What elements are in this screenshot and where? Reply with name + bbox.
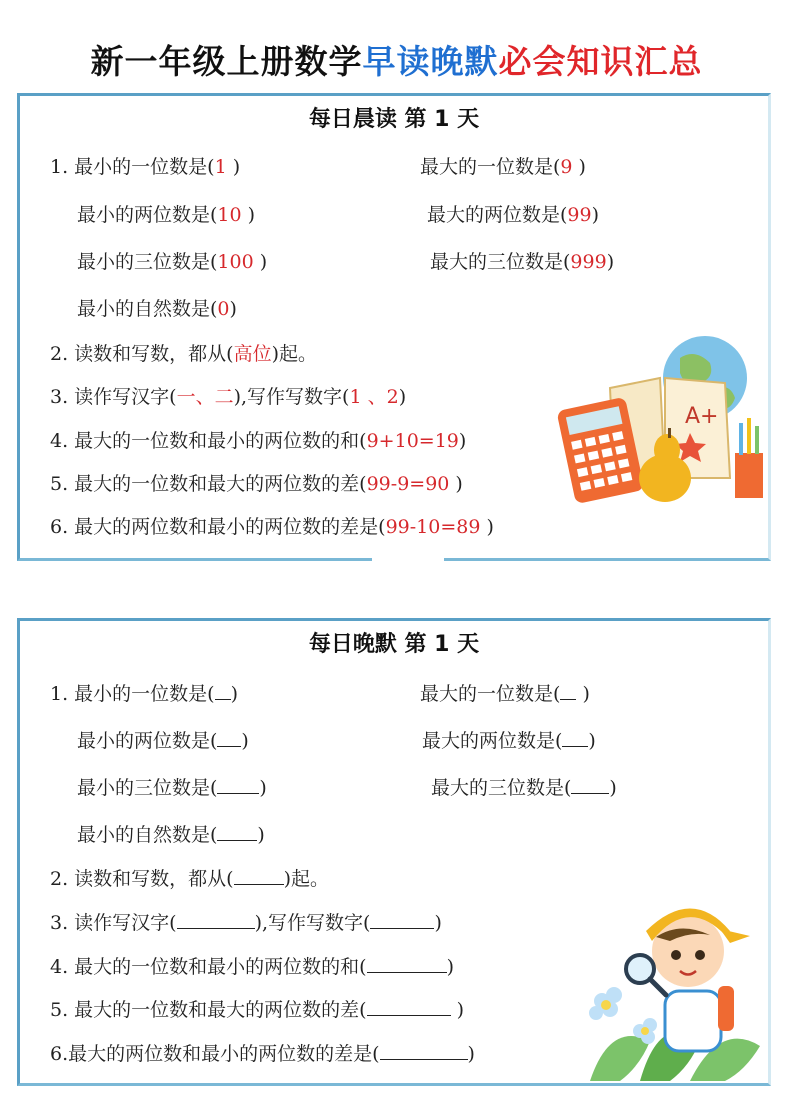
- school-supplies-illustration: [555, 328, 765, 508]
- answer-blank[interactable]: [367, 956, 447, 973]
- evening-q5: 5. 最大的一位数和最大的两位数的差( ): [50, 999, 465, 1021]
- evening-q1d: 最大的两位数是( ): [422, 730, 596, 752]
- answer-blank[interactable]: [380, 1043, 468, 1060]
- evening-q1e: 最小的三位数是( ): [77, 777, 267, 799]
- evening-q1b: 最大的一位数是( ): [420, 683, 590, 705]
- morning-q1e: 最小的三位数是(100 ): [77, 251, 268, 273]
- morning-q2: 2. 读数和写数，都从(高位)起。: [50, 343, 318, 365]
- morning-q1f: 最大的三位数是(999): [430, 251, 615, 273]
- evening-heading: 每日晚默 第 1 天: [308, 632, 480, 657]
- answer-blank[interactable]: [234, 868, 284, 885]
- answer-blank[interactable]: [177, 912, 255, 929]
- answer-blank[interactable]: [562, 730, 588, 747]
- evening-q1f: 最大的三位数是( ): [431, 777, 617, 799]
- answer-blank[interactable]: [560, 683, 576, 700]
- evening-q4: 4. 最大的一位数和最小的两位数的和( ): [50, 956, 455, 978]
- morning-reading-panel: [17, 93, 771, 561]
- morning-q1d: 最大的两位数是(99): [427, 204, 600, 226]
- answer-blank[interactable]: [217, 824, 257, 841]
- morning-q4: 4. 最大的一位数和最小的两位数的和(9+10=19): [50, 430, 467, 452]
- morning-q5: 5. 最大的一位数和最大的两位数的差(99-9=90 ): [50, 473, 463, 495]
- evening-recall-panel: [17, 618, 771, 1086]
- evening-q1c: 最小的两位数是( ): [77, 730, 249, 752]
- morning-heading: 每日晨读 第 1 天: [308, 107, 480, 132]
- answer-blank[interactable]: [370, 912, 434, 929]
- answer-blank[interactable]: [215, 683, 231, 700]
- boy-explorer-illustration: [580, 891, 768, 1081]
- evening-q2: 2. 读数和写数，都从( )起。: [50, 868, 330, 890]
- page-title: 新一年级上册数学早读晚默必会知识汇总: [90, 42, 703, 81]
- evening-q3: 3. 读作写汉字( ),写作写数字( ): [50, 912, 442, 934]
- svg-text:A+: A+: [685, 404, 719, 429]
- morning-q1g: 最小的自然数是(0): [77, 298, 237, 320]
- border-gap: [372, 554, 444, 562]
- evening-q6: 6.最大的两位数和最小的两位数的差是( ): [50, 1043, 475, 1065]
- answer-blank[interactable]: [571, 777, 609, 794]
- morning-q6: 6. 最大的两位数和最小的两位数的差是(99-10=89 ): [50, 516, 494, 538]
- morning-q3: 3. 读作写汉字(一、二),写作写数字(1 、2): [50, 386, 407, 408]
- morning-q1b: 最大的一位数是(9 ): [420, 156, 586, 178]
- morning-q1c: 最小的两位数是(10 ): [77, 204, 256, 226]
- evening-q1a: 1. 最小的一位数是( ): [50, 683, 239, 705]
- answer-blank[interactable]: [217, 730, 241, 747]
- answer-blank[interactable]: [367, 999, 451, 1016]
- evening-q1g: 最小的自然数是( ): [77, 824, 265, 846]
- morning-q1a: 1. 最小的一位数是(1 ): [50, 156, 241, 178]
- answer-blank[interactable]: [217, 777, 259, 794]
